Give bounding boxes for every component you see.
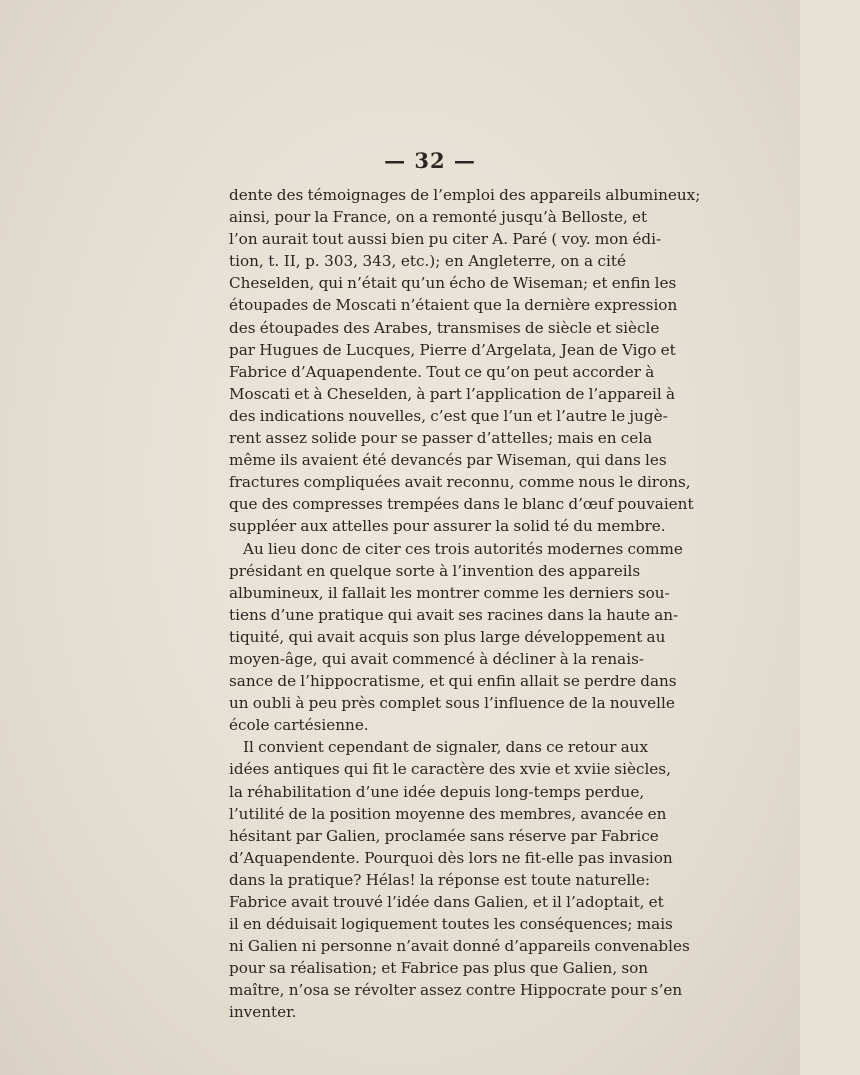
- text-line: un oubli à peu près complet sous l’influence de la nouvelle: [229, 694, 675, 713]
- text-line: albumineux, il fallait les montrer comme les derniers sou-: [229, 583, 670, 602]
- text-line: l’utilité de la position moyenne des membres, avancée en: [229, 804, 667, 823]
- text-line: tiquité, qui avait acquis son plus large développement au: [229, 627, 666, 646]
- page-number: — 32 —: [384, 148, 476, 173]
- text-line: école cartésienne.: [229, 716, 369, 735]
- text-line: que des compresses trempées dans le blanc d’œuf pouvaient: [229, 495, 694, 514]
- text-line: Cheselden, qui n’était qu’un écho de Wiseman; et enfin les: [229, 274, 677, 293]
- text-line: Fabrice d’Aquapendente. Tout ce qu’on peut accorder à: [229, 362, 655, 381]
- text-line: des indications nouvelles, c’est que l’un et l’autre le jugè-: [229, 406, 668, 425]
- text-line: il en déduisait logiquement toutes les conséquences; mais: [229, 915, 673, 934]
- text-line: Fabrice avait trouvé l’idée dans Galien, et il l’adoptait, et: [229, 893, 664, 911]
- text-line: présidant en quelque sorte à l’invention des appareils: [229, 561, 641, 580]
- text-line: étoupades de Moscati n’étaient que la dernière expression: [229, 296, 678, 315]
- text-line: des étoupades des Arabes, transmises de siècle et siècle: [229, 318, 660, 337]
- text-line: pour sa réalisation; et Fabrice pas plus que Galien, son: [229, 959, 649, 978]
- text-line: Moscati et à Cheselden, à part l’application de l’appareil à: [229, 384, 676, 403]
- text-line: fractures compliquées avait reconnu, comme nous le dirons,: [229, 473, 691, 492]
- text-line: dente des témoignages de l’emploi des appareils albumineux;: [229, 186, 701, 204]
- text-line: ni Galien ni personne n’avait donné d’appareils convenables: [229, 937, 690, 956]
- text-line: dans la pratique? Hélas! la réponse est toute naturelle:: [229, 870, 651, 889]
- text-line: moyen-âge, qui avait commencé à décliner à la renais-: [229, 649, 645, 668]
- text-line: sance de l’hippocratisme, et qui enfin allait se perdre dans: [229, 672, 677, 691]
- text-line: hésitant par Galien, proclamée sans réserve par Fabrice: [229, 826, 659, 845]
- text-line: d’Aquapendente. Pourquoi dès lors ne fit-elle pas invasion: [229, 848, 673, 867]
- text-line: tion, t. II, p. 303, 343, etc.); en Angleterre, on a cité: [229, 252, 626, 271]
- text-line: suppléer aux attelles pour assurer la solid té du membre.: [229, 517, 666, 536]
- body-text: [229, 184, 701, 1024]
- text-line: Il convient cependant de signaler, dans ce retour aux: [243, 738, 649, 757]
- text-line: inventer.: [229, 1003, 297, 1022]
- text-line: par Hugues de Lucques, Pierre d’Argelata, Jean de Vigo et: [229, 340, 676, 359]
- text-line: Au lieu donc de citer ces trois autorités modernes comme: [243, 539, 683, 558]
- text-line: même ils avaient été devancés par Wiseman, qui dans les: [229, 451, 667, 470]
- text-line: l’on aurait tout aussi bien pu citer A. Paré ( voy. mon édi-: [229, 230, 662, 249]
- text-line: idées antiques qui fit le caractère des xvie et xviie siècles,: [229, 760, 671, 779]
- text-line: tiens d’une pratique qui avait ses racines dans la haute an-: [229, 605, 679, 624]
- text-line: ainsi, pour la France, on a remonté jusqu’à Belloste, et: [229, 208, 648, 227]
- text-line: maître, n’osa se révolter assez contre Hippocrate pour s’en: [229, 981, 683, 1000]
- text-line: rent assez solide pour se passer d’attelles; mais en cela: [229, 429, 653, 448]
- text-line: la réhabilitation d’une idée depuis long-temps perdue,: [229, 782, 645, 801]
